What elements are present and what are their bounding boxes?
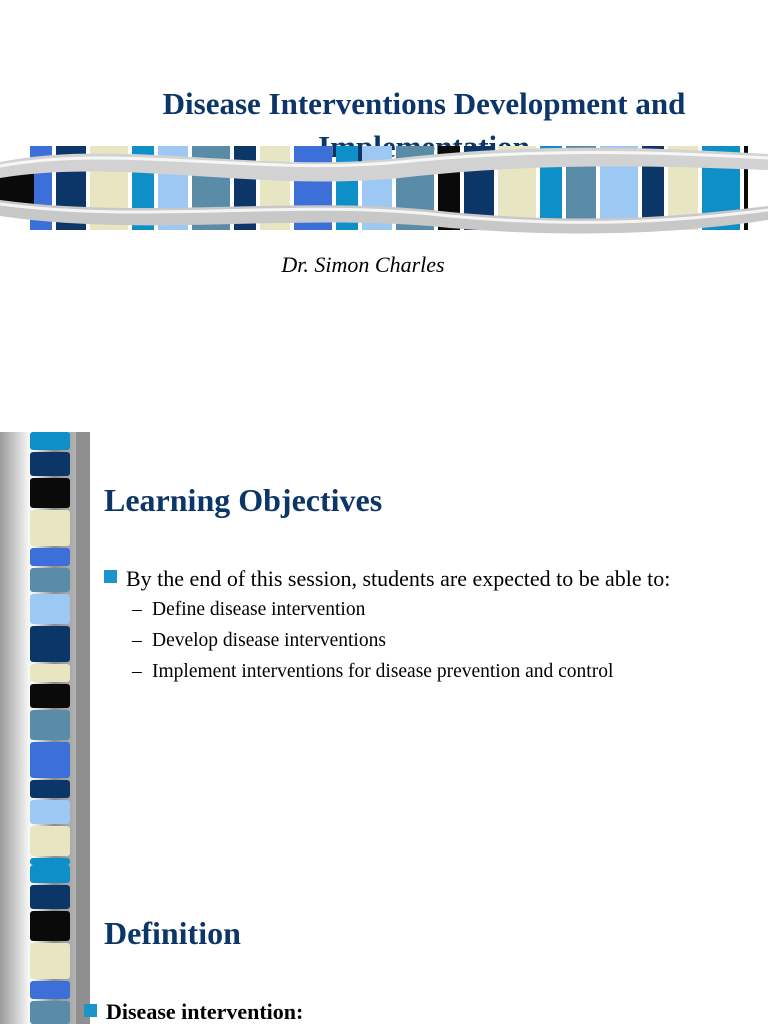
- list-item: [84, 997, 303, 1024]
- decorative-ribbon: [0, 140, 768, 240]
- border-stripe: [30, 684, 70, 708]
- border-stripe: [30, 432, 70, 450]
- border-stripe: [30, 780, 70, 798]
- slide-heading: Definition: [104, 915, 241, 951]
- border-stripe: [30, 911, 70, 941]
- border-stripe: [30, 568, 70, 592]
- border-stripe: [30, 885, 70, 909]
- sub-item-text: Implement interventions for disease prevention and control: [152, 661, 614, 682]
- bullet-text: Disease intervention:: [106, 999, 304, 1024]
- objectives-slide: [0, 432, 768, 865]
- border-stripe: [30, 594, 70, 624]
- bullet-text: By the end of this session, students are expected to be able to:: [126, 566, 671, 591]
- border-stripe: [30, 826, 70, 856]
- border-stripe: [30, 510, 70, 546]
- decorative-side-border: [0, 865, 90, 1024]
- border-stripe: [30, 943, 70, 979]
- border-stripe: [30, 452, 70, 476]
- list-item: [132, 625, 740, 656]
- list-item: [104, 563, 740, 687]
- border-stripe: [30, 981, 70, 999]
- border-stripe: [30, 742, 70, 778]
- title-slide: [0, 0, 768, 432]
- presenter-name: Dr. Simon Charles: [281, 252, 445, 277]
- dash-icon: –: [132, 630, 142, 651]
- decorative-side-border: [0, 432, 90, 865]
- square-bullet-icon: [84, 1004, 97, 1017]
- dash-icon: –: [132, 661, 142, 682]
- sub-objectives-list: [126, 594, 740, 687]
- objectives-list: [104, 563, 740, 687]
- border-stripe: [30, 865, 70, 883]
- dash-icon: –: [132, 599, 142, 620]
- border-stripe: [30, 626, 70, 662]
- ribbon-stripe: [0, 174, 34, 204]
- list-item: [132, 594, 740, 625]
- border-stripe: [30, 858, 70, 865]
- border-stripe: [30, 478, 70, 508]
- border-stripe: [30, 710, 70, 740]
- border-stripe: [30, 1001, 70, 1024]
- definition-slide: [0, 865, 768, 1024]
- slide-heading: Learning Objectives: [104, 482, 383, 518]
- sub-item-text: Develop disease interventions: [152, 630, 386, 651]
- border-stripe: [30, 800, 70, 824]
- border-stripe: [30, 664, 70, 682]
- square-bullet-icon: [104, 570, 117, 583]
- list-item: [132, 656, 740, 687]
- sub-item-text: Define disease intervention: [152, 599, 366, 620]
- border-stripe: [30, 548, 70, 566]
- presentation-title: Disease Interventions Development and: [162, 86, 686, 121]
